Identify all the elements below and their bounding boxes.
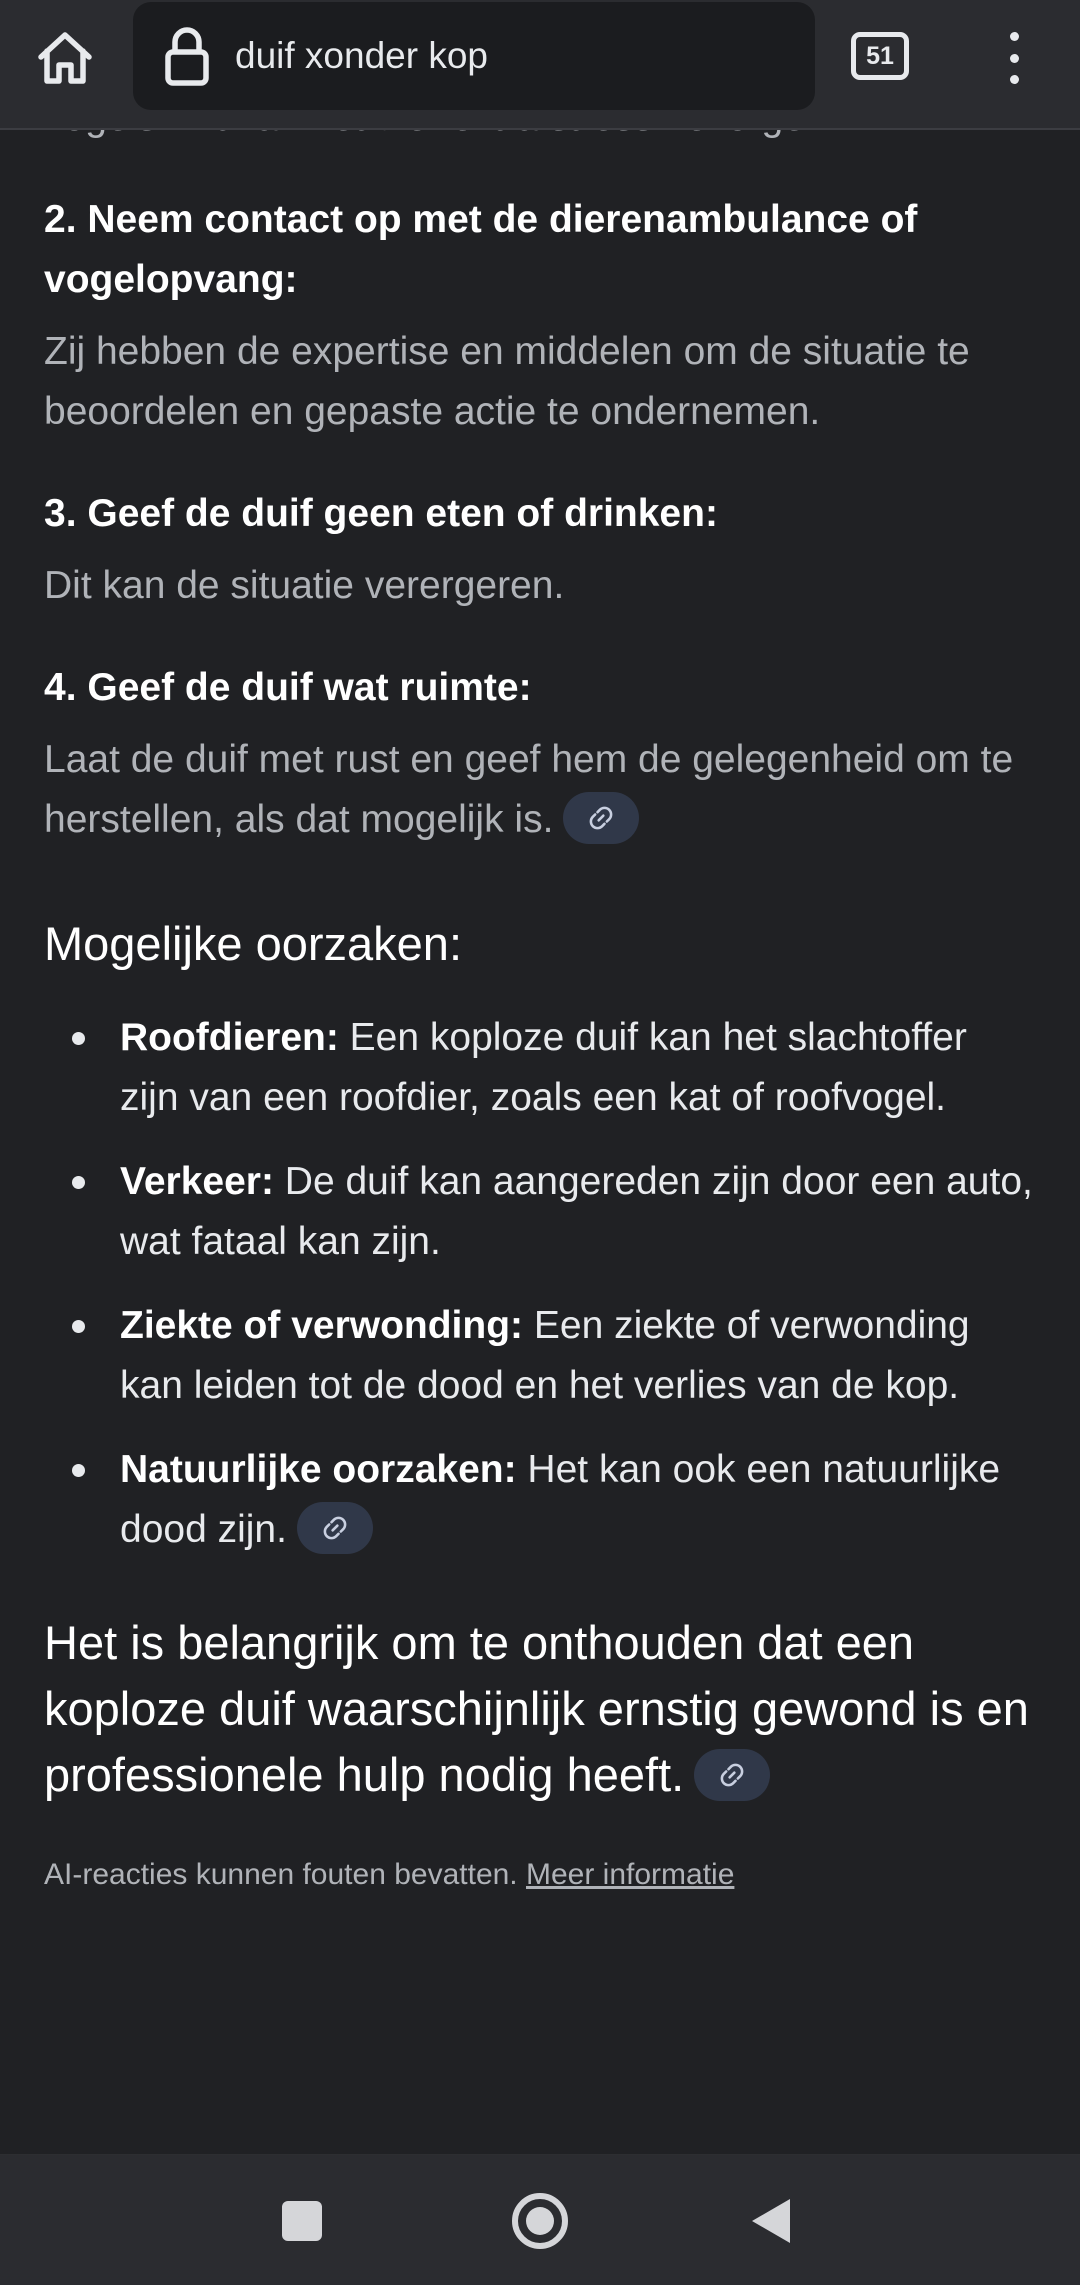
step-title-3: 3. Geef de duif geen eten of drinken: bbox=[44, 492, 718, 535]
home-circle-icon[interactable] bbox=[512, 2193, 568, 2249]
cause-text: Een koploze duif kan het slachtoffer zijn van een roofdier, zoals een kat of roofvogel. bbox=[120, 1016, 967, 1119]
home-icon bbox=[35, 29, 95, 87]
more-info-link[interactable]: Meer informatie bbox=[526, 1858, 735, 1891]
tab-switcher-button[interactable] bbox=[851, 32, 909, 80]
link-icon bbox=[587, 804, 615, 832]
cause-label: Roofdieren: bbox=[120, 1016, 339, 1059]
link-icon bbox=[718, 1761, 746, 1789]
url-text[interactable]: duif xonder kop bbox=[235, 35, 489, 76]
step-text-2: Zij hebben de expertise en middelen om de situatie te beoordelen en gepaste actie te ondernemen. bbox=[44, 330, 970, 433]
back-triangle-icon[interactable] bbox=[752, 2199, 790, 2243]
conclusion-content: Het is belangrijk om te onthouden dat een koploze duif waarschijnlijk ernstig gewond is en professionele hulp nodig heeft. bbox=[44, 1616, 1029, 1801]
causes-heading: Mogelijke oorzaken: bbox=[44, 917, 462, 970]
disclaimer-text: AI-reacties kunnen fouten bevatten. bbox=[44, 1858, 518, 1891]
address-bar[interactable] bbox=[133, 2, 815, 110]
list-item bbox=[44, 1152, 1034, 1272]
cause-text: De duif kan aangereden zijn door een auto, wat fataal kan zijn. bbox=[120, 1160, 1033, 1263]
step-text-3: Dit kan de situatie verergeren. bbox=[44, 564, 565, 607]
cause-text: Een ziekte of verwonding kan leiden tot de dood en het verlies van de kop. bbox=[120, 1304, 970, 1407]
list-item bbox=[44, 1296, 1034, 1416]
more-vert-icon[interactable] bbox=[990, 28, 1038, 88]
bullet bbox=[72, 1464, 85, 1477]
step-title-4: 4. Geef de duif wat ruimte: bbox=[44, 666, 532, 709]
home-button[interactable] bbox=[30, 25, 100, 90]
list-item bbox=[44, 1008, 1034, 1128]
ai-overview-content bbox=[0, 130, 1080, 2155]
step-text-4 bbox=[44, 730, 1034, 850]
cause-label: Ziekte of verwonding: bbox=[120, 1304, 524, 1347]
source-link-chip[interactable] bbox=[297, 1502, 373, 1554]
list-item bbox=[44, 1440, 1034, 1560]
bullet bbox=[72, 1320, 85, 1333]
lock-icon[interactable] bbox=[161, 21, 213, 91]
step-text-4-content: Laat de duif met rust en geef hem de gelegenheid om te herstellen, als dat mogelijk is. bbox=[44, 738, 1014, 841]
ai-disclaimer bbox=[44, 1858, 1034, 1892]
link-icon bbox=[321, 1514, 349, 1542]
causes-list bbox=[44, 1008, 1034, 1560]
bullet bbox=[72, 1176, 85, 1189]
source-link-chip[interactable] bbox=[694, 1749, 770, 1801]
recents-square-icon[interactable] bbox=[282, 2201, 322, 2241]
source-link-chip[interactable] bbox=[563, 792, 639, 844]
browser-toolbar bbox=[0, 0, 1080, 130]
system-navigation-bar bbox=[0, 2155, 1080, 2285]
tab-count: 51 bbox=[866, 41, 894, 70]
cause-text: Het kan ook een natuurlijke dood zijn. bbox=[120, 1448, 1001, 1551]
cause-label: Verkeer: bbox=[120, 1160, 274, 1203]
bullet bbox=[72, 1032, 85, 1045]
conclusion-text bbox=[44, 1610, 1034, 1808]
cause-label: Natuurlijke oorzaken: bbox=[120, 1448, 517, 1491]
step-title-2: 2. Neem contact op met de dierenambulance of vogelopvang: bbox=[44, 198, 918, 301]
